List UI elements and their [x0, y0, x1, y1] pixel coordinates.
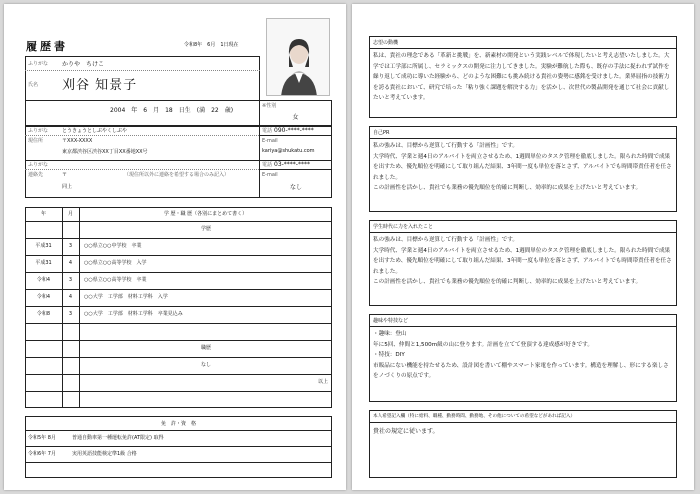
history-year: 令和4: [36, 277, 51, 283]
contact-postal: 〒: [62, 172, 68, 178]
history-month: 4: [68, 260, 73, 266]
gakuchika-line: この計画性を活かし、貴社でも業務の優先順位を的確に判断し、効率的に成果を上げたいと考えています。: [373, 279, 642, 286]
furigana-name: かりや ちけこ: [62, 61, 105, 68]
full-name: 刈谷 知景子: [62, 78, 138, 93]
hobbies-divider: [369, 326, 677, 327]
request-label: 本人希望記入欄（特に給料、職種、勤務時間、勤務地、その他についての希望などがあれば記入）: [373, 414, 576, 419]
history-desc-header: 学 歴・職 歴（各別にまとめて書く）: [163, 211, 248, 217]
request-box: [369, 410, 677, 478]
motivation-text: 私は、貴社の理念である「革新と挑戦」を、新素材の開発という実践レベルで体現したいと考え志望いたしました。大学では工学部に所属し、セラミックスの開発に注力してきました。実験が難航した際も、既存の手法に捉われず試作を繰り返して成功に導いた経験から、どのような困難にも挑み続ける貴社の姿勢に感銘を受けました。業界屈指の技術力を誇る貴社において、研究で培った「粘り強く課題を解決する力」を活かし、次世代の製品開発を通じて社会に貢献したいと考えています。: [373, 53, 670, 102]
id-photo: [266, 18, 330, 96]
hobbies-line: 年に5回、仲間と1,500m級の山に登ります。計画を立てて登頂する達成感が好きです。: [373, 341, 593, 348]
history-year: 平成31: [35, 260, 52, 266]
motivation-divider: [369, 48, 677, 49]
address-dotted-divider: [25, 135, 259, 136]
history-row-divider: [25, 357, 332, 358]
contact-same: 同上: [62, 184, 73, 190]
gakuchika-text: [373, 235, 673, 288]
licenses-row-divider: [25, 446, 332, 447]
gender-label: ※性別: [262, 103, 277, 109]
history-month-header: 月: [67, 211, 73, 217]
history-year: 平成31: [35, 243, 52, 249]
history-month: 3: [68, 311, 73, 317]
name-label: 氏名: [28, 82, 39, 88]
history-header-divider: [25, 221, 332, 222]
hobbies-line: 市販品にない機能を持たせるため、設計図を書いて棚やスマート家電を作っています。構造を理解し、形にする楽しさをノづくりの原点です。: [373, 362, 669, 380]
gender-value: 女: [292, 114, 299, 121]
resume-left-page: [4, 4, 346, 490]
address-label: 現住所: [28, 138, 44, 144]
address-line: 東京都渋谷区渋谷XX丁目XX番地XX号: [62, 149, 148, 155]
history-entry: 学歴: [200, 226, 211, 232]
address-divider: [259, 126, 260, 198]
history-entry: 職歴: [200, 345, 211, 351]
history-row-divider: [25, 238, 332, 239]
email-label: E-mail: [262, 138, 278, 144]
pr-text: [373, 141, 673, 194]
contact-label: 連絡先: [28, 172, 44, 178]
history-entry: なし: [200, 362, 211, 368]
contact-email-value: なし: [290, 184, 303, 191]
hobbies-line: ・特技：DIY: [373, 352, 405, 359]
contact-dotted-divider: [25, 169, 259, 170]
history-entry: ○○大学 工学部 材料工学科 入学: [84, 294, 168, 300]
resume-right-page: [352, 4, 694, 490]
gakuchika-label: 学生時代に力を入れたこと: [373, 224, 434, 230]
contact-phone-value: 03-****-****: [274, 161, 310, 168]
history-entry: ○○県立○○高等学校 卒業: [84, 277, 147, 283]
pr-line: 大学時代、学業と週4日のアルバイトを両立させるため、1週間単位のタスク管理を徹底しました。限られた時間で成果を出すため、優先順位を明確にして取り組んだ結果、3年間一度も単位を落とさず、アルバイトでも時間帯責任者を任されました。: [373, 153, 672, 181]
phone-divider: [259, 135, 332, 136]
phone-label: 電話: [262, 128, 273, 134]
contact-furigana-label: ふりがな: [28, 162, 49, 168]
contact-note: （現住所以外に連絡を希望する場合のみ記入）: [124, 172, 230, 178]
history-year: 令和4: [36, 294, 51, 300]
identity-box: [25, 56, 260, 126]
postal-code: 〒XXX-XXXX: [62, 138, 93, 144]
history-year-header: 年: [40, 211, 46, 217]
email-value: kariya@shukatu.com: [262, 148, 315, 154]
history-row-divider: [25, 272, 332, 273]
pr-line: 私の強みは、目標から逆算して行動する「計画性」です。: [373, 143, 518, 149]
history-row-divider: [25, 391, 332, 392]
request-text: 貴社の規定に従います。: [373, 428, 439, 435]
history-year: 令和8: [36, 311, 51, 317]
contact-email-label: E-mail: [262, 172, 278, 178]
pr-line: この計画性を活かし、貴社でも業務の優先順位を的確に判断し、効率的に成果を上げたいと考えています。: [373, 185, 642, 192]
gakuchika-line: 私の強みは、目標から逆算して行動する「計画性」です。: [373, 237, 518, 243]
resume-title: 履歴書: [26, 40, 68, 53]
license-date: 令和6年 7月: [28, 451, 56, 457]
birth-date: 2004 年 6 月 18 日生 (満 22 歳): [110, 107, 234, 114]
history-row-divider: [25, 255, 332, 256]
licenses-header: 免 許・資 格: [160, 421, 196, 427]
history-entry: ○○大学 工学部 材料工学科 卒業見込み: [84, 311, 183, 317]
license-date: 令和5年 8月: [28, 435, 56, 441]
contact-phone-divider: [259, 169, 332, 170]
identity-dotted-divider: [25, 70, 260, 71]
history-month: 3: [68, 243, 73, 249]
history-entry: 以上: [317, 379, 328, 385]
history-month: 3: [68, 277, 73, 283]
license-text: 普通自動車第一種運転免許(AT限定) 取得: [72, 435, 164, 441]
history-entry: ○○県立○○高等学校 入学: [84, 260, 147, 266]
phone-value: 090-****-****: [274, 127, 314, 134]
address-furigana-label: ふりがな: [28, 128, 49, 134]
address-furigana: とうきょうとしぶやくしぶや: [62, 128, 128, 134]
contact-phone-label: 電話: [262, 162, 273, 168]
history-row-divider: [25, 289, 332, 290]
licenses-row-divider: [25, 462, 332, 463]
gakuchika-line: 大学時代、学業と週4日のアルバイトを両立させるため、1週間単位のタスク管理を徹底しました。限られた時間で成果を出すため、優先順位を明確にして取り組んだ結果、3年間一度も単位を落とさず、アルバイトでも時間帯責任者を任されました。: [373, 247, 672, 275]
history-month: 4: [68, 294, 73, 300]
pr-divider: [369, 138, 677, 139]
furigana-label: ふりがな: [28, 61, 49, 67]
history-row-divider: [25, 306, 332, 307]
motivation-label: 志望の動機: [373, 40, 399, 46]
history-row-divider: [25, 374, 332, 375]
hobbies-text: [373, 329, 673, 382]
identity-divider: [25, 100, 260, 101]
gakuchika-divider: [369, 232, 677, 233]
request-divider: [369, 422, 677, 423]
resume-date: 令和8年 6月 1日現在: [184, 42, 239, 48]
history-row-divider: [25, 323, 332, 324]
licenses-header-divider: [25, 430, 332, 431]
history-row-divider: [25, 340, 332, 341]
hobbies-line: ・趣味：登山: [373, 331, 407, 337]
history-entry: ○○県立○○中学校 卒業: [84, 243, 142, 249]
pr-label: 自己PR: [373, 130, 390, 136]
hobbies-label: 趣味や特技など: [373, 318, 409, 324]
license-text: 実用英語技能検定準1級 合格: [72, 451, 137, 457]
